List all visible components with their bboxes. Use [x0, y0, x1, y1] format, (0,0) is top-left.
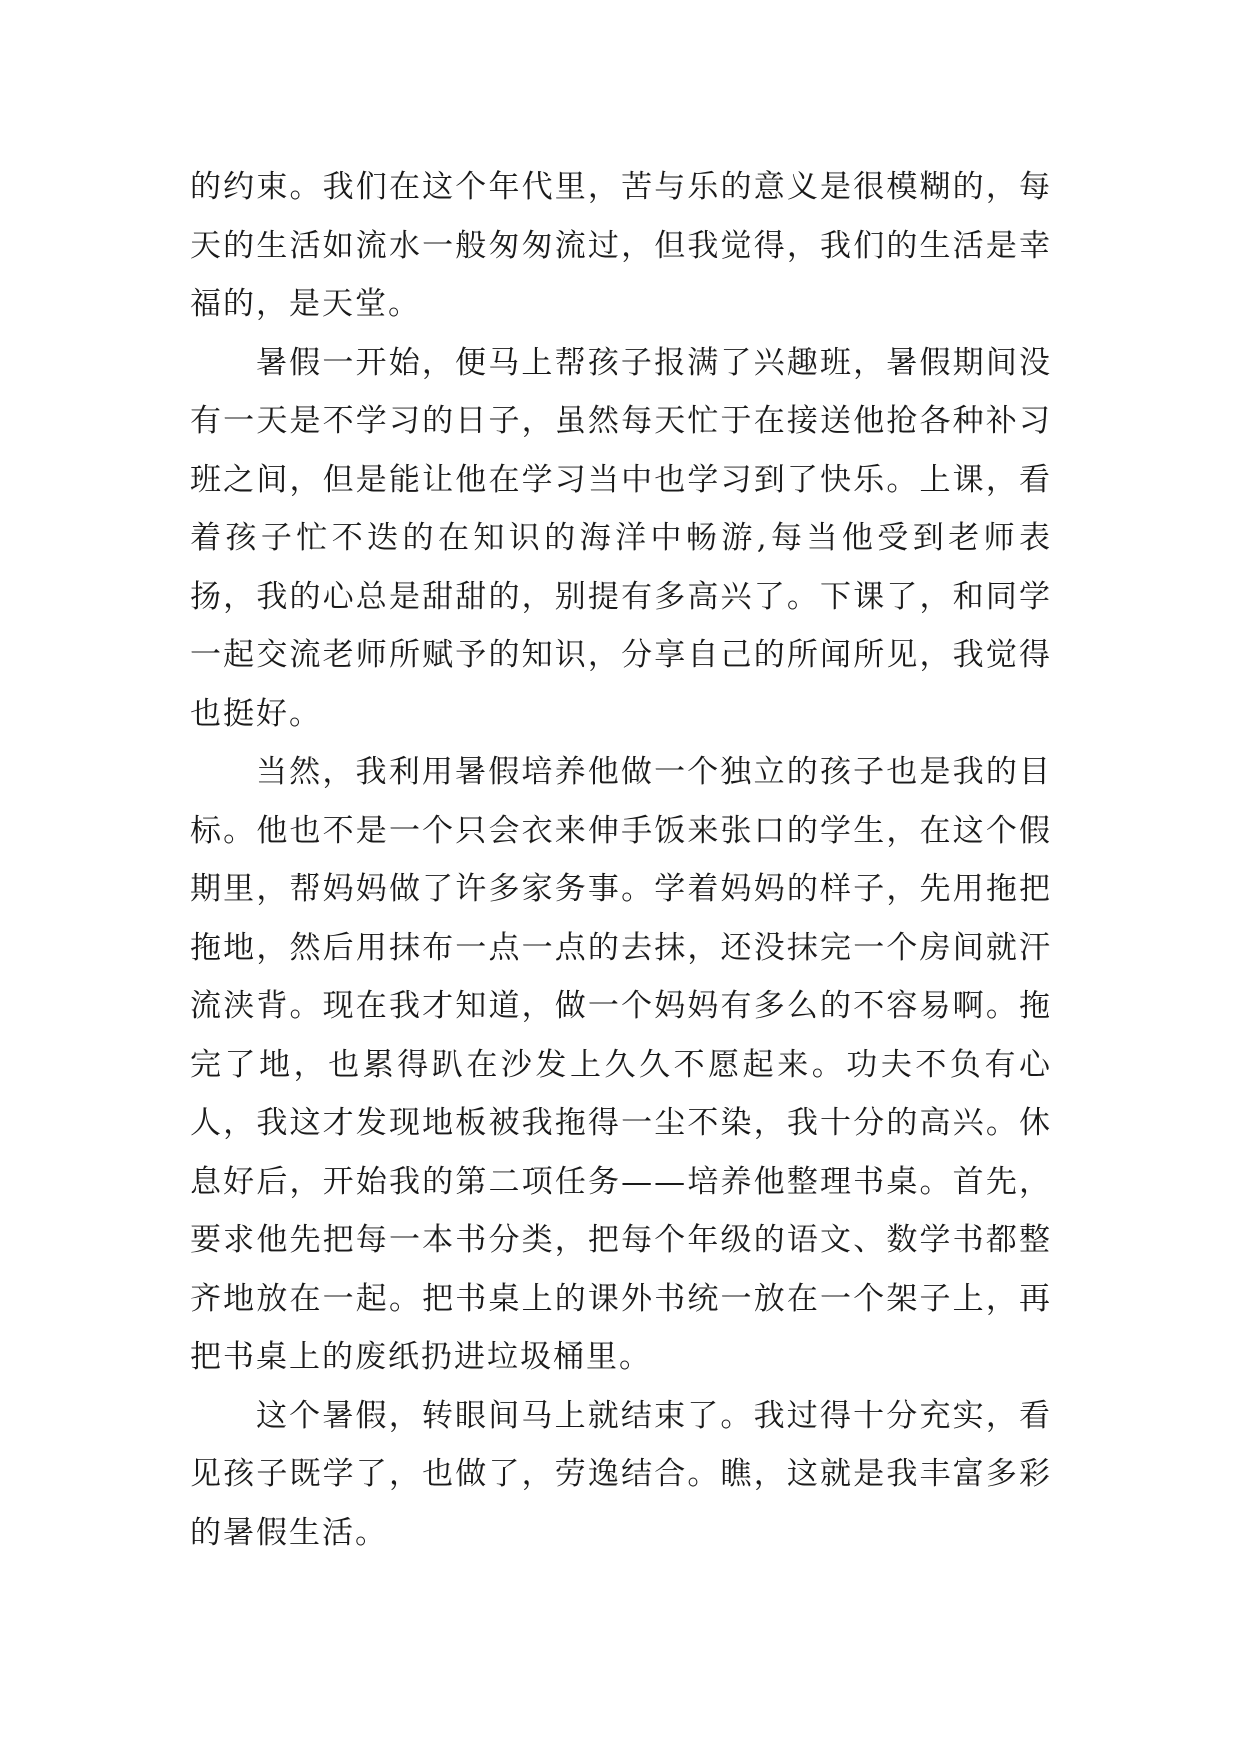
paragraph-1: 的约束。我们在这个年代里，苦与乐的意义是很模糊的，每天的生活如流水一般匆匆流过，但我觉得，我们的生活是幸福的，是天堂。: [190, 169, 1052, 322]
paragraph-4: 这个暑假，转眼间马上就结束了。我过得十分充实，看见孩子既学了，也做了，劳逸结合。瞧，这就是我丰富多彩的暑假生活。: [190, 1397, 1052, 1551]
body-text: [190, 158, 1052, 1562]
paragraph-3: 当然，我利用暑假培养他做一个独立的孩子也是我的目标。他也不是一个只会衣来伸手饭来张口的学生，在这个假期里，帮妈妈做了许多家务事。学着妈妈的样子，先用拖把拖地，然后用抹布一点一点的去抹，还没抹完一个房间就汗流浃背。现在我才知道，做一个妈妈有多么的不容易啊。拖完了地，也累得趴在沙发上久久不愿起来。功夫不负有心人，我这才发现地板被我拖得一尘不染，我十分的高兴。休息好后，开始我的第二项任务——培养他整理书桌。首先，要求他先把每一本书分类，把每个年级的语文、数学书都整齐地放在一起。把书桌上的课外书统一放在一个架子上，再把书桌上的废纸扔进垃圾桶里。: [190, 754, 1052, 1375]
paragraph-2: 暑假一开始，便马上帮孩子报满了兴趣班，暑假期间没有一天是不学习的日子，虽然每天忙于在接送他抢各种补习班之间，但是能让他在学习当中也学习到了快乐。上课，看着孩子忙不迭的在知识的海洋中畅游,每当他受到老师表扬，我的心总是甜甜的，别提有多高兴了。下课了，和同学一起交流老师所赋予的知识，分享自己的所闻所见，我觉得也挺好。: [190, 344, 1052, 732]
